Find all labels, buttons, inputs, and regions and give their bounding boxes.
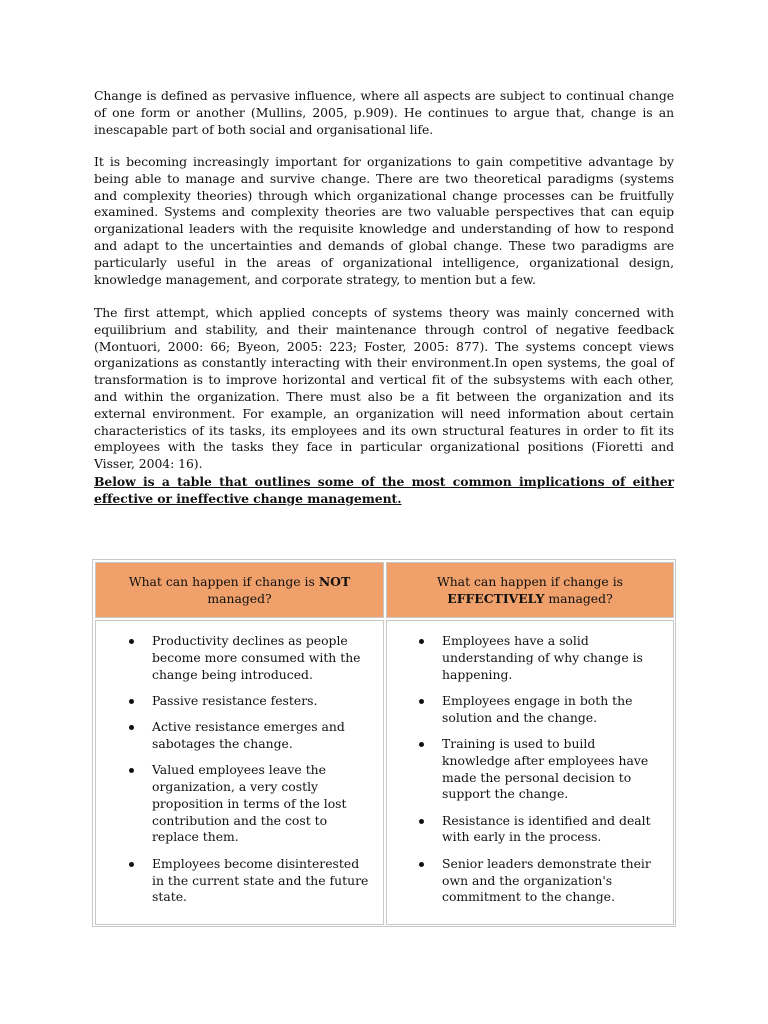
effectively-managed-cell xyxy=(386,620,674,925)
list-item xyxy=(387,633,673,683)
paragraph-systems-theory: The first attempt, which applied concepts of systems theory was mainly concerned with equilibrium and stability, and their maintenance through control of negative feedback (Montuori, 2000: 66; Byeon, 2005: 223; Foster, 2005: 877). The systems concept views organizations as constantly interacting with their environment.In open systems, the goal of transformation is to improve horizontal and vertical fit of the subsystems with each other, and within the organization. There must also be a fit between the organization and its external environment. For example, an organization will need information about certain characteristics of its tasks, its employees and its own structural features in order to fit its employees with the tasks they face in particular organizational positions (Fioretti and Visser, 2004: 16). xyxy=(94,305,674,472)
not-managed-cell xyxy=(95,620,384,925)
list-item-text: Passive resistance festers. xyxy=(152,692,318,708)
bullet-icon xyxy=(419,639,424,644)
list-item xyxy=(96,693,383,710)
header-right-bold: EFFECTIVELY xyxy=(447,591,545,606)
header-right-post: managed? xyxy=(544,591,613,606)
bullet-icon xyxy=(419,699,424,704)
list-item xyxy=(387,813,673,847)
list-item-text: Training is used to build knowledge after employees have made the personal decision to support the change. xyxy=(442,735,649,802)
header-right-pre: What can happen if change is xyxy=(436,574,624,589)
list-item-text: Productivity declines as people become more consumed with the change being introduced. xyxy=(152,633,361,682)
list-item xyxy=(387,693,673,727)
header-not-managed xyxy=(95,562,384,618)
paragraph-competitive-advantage: It is becoming increasingly important for organizations to gain competitive advantage by being able to manage and survive change. There are two theoretical paradigms (systems and complexity theories) through which organizational change processes can be fruitfully examined. Systems and complexity theories are two valuable perspectives that can equip organizational leaders with the requisite knowledge and understanding of how to respond and adapt to the uncertainties and demands of global change. These two paradigms are particularly useful in the areas of organizational intelligence, organizational design, knowledge management, and corporate strategy, to mention but a few. xyxy=(94,154,674,287)
bullet-icon xyxy=(129,725,134,730)
list-item xyxy=(387,736,673,803)
bullet-icon xyxy=(419,742,424,747)
bullet-icon xyxy=(129,639,134,644)
header-left-post: managed? xyxy=(207,591,272,606)
bullet-icon xyxy=(419,819,424,824)
bullet-icon xyxy=(129,862,134,867)
change-management-table xyxy=(92,559,676,927)
list-item xyxy=(96,633,383,683)
bullet-icon xyxy=(129,699,134,704)
list-item xyxy=(96,856,383,906)
not-managed-list xyxy=(96,633,383,916)
list-item-text: Active resistance emerges and sabotages the change. xyxy=(152,719,345,751)
list-item-text: Resistance is identified and dealt with early in the process. xyxy=(442,812,651,845)
list-item xyxy=(387,856,673,906)
list-item-text: Senior leaders demonstrate their own and the organization's commitment to the change. xyxy=(442,855,651,905)
list-item-text: Employees have a solid understanding of why change is happening. xyxy=(442,633,643,682)
table-intro-heading: Below is a table that outlines some of the most common implications of either effective or ineffective change management. xyxy=(94,474,674,506)
list-item-text: Valued employees leave the organization, a very costly proposition in terms of the lost contribution and the cost to replace them. xyxy=(152,762,347,845)
bullet-icon xyxy=(419,862,424,867)
list-item xyxy=(96,719,383,753)
header-effectively-managed-text xyxy=(407,573,653,607)
header-left-pre: What can happen if change is xyxy=(128,574,319,589)
list-item-text: Employees engage in both the solution and the change. xyxy=(442,692,633,725)
header-not-managed-text xyxy=(116,573,363,607)
header-effectively-managed xyxy=(386,562,674,618)
list-item-text: Employees become disinterested in the current state and the future state. xyxy=(152,855,369,905)
paragraph-change-definition: Change is defined as pervasive influence, where all aspects are subject to continual change of one form or another (Mullins, 2005, p.909). He continues to argue that, change is an inescapable part of both social and organisational life. xyxy=(94,88,674,137)
effectively-managed-list xyxy=(387,633,673,916)
header-left-bold: NOT xyxy=(318,574,351,589)
bullet-icon xyxy=(129,768,134,773)
list-item xyxy=(96,762,383,846)
